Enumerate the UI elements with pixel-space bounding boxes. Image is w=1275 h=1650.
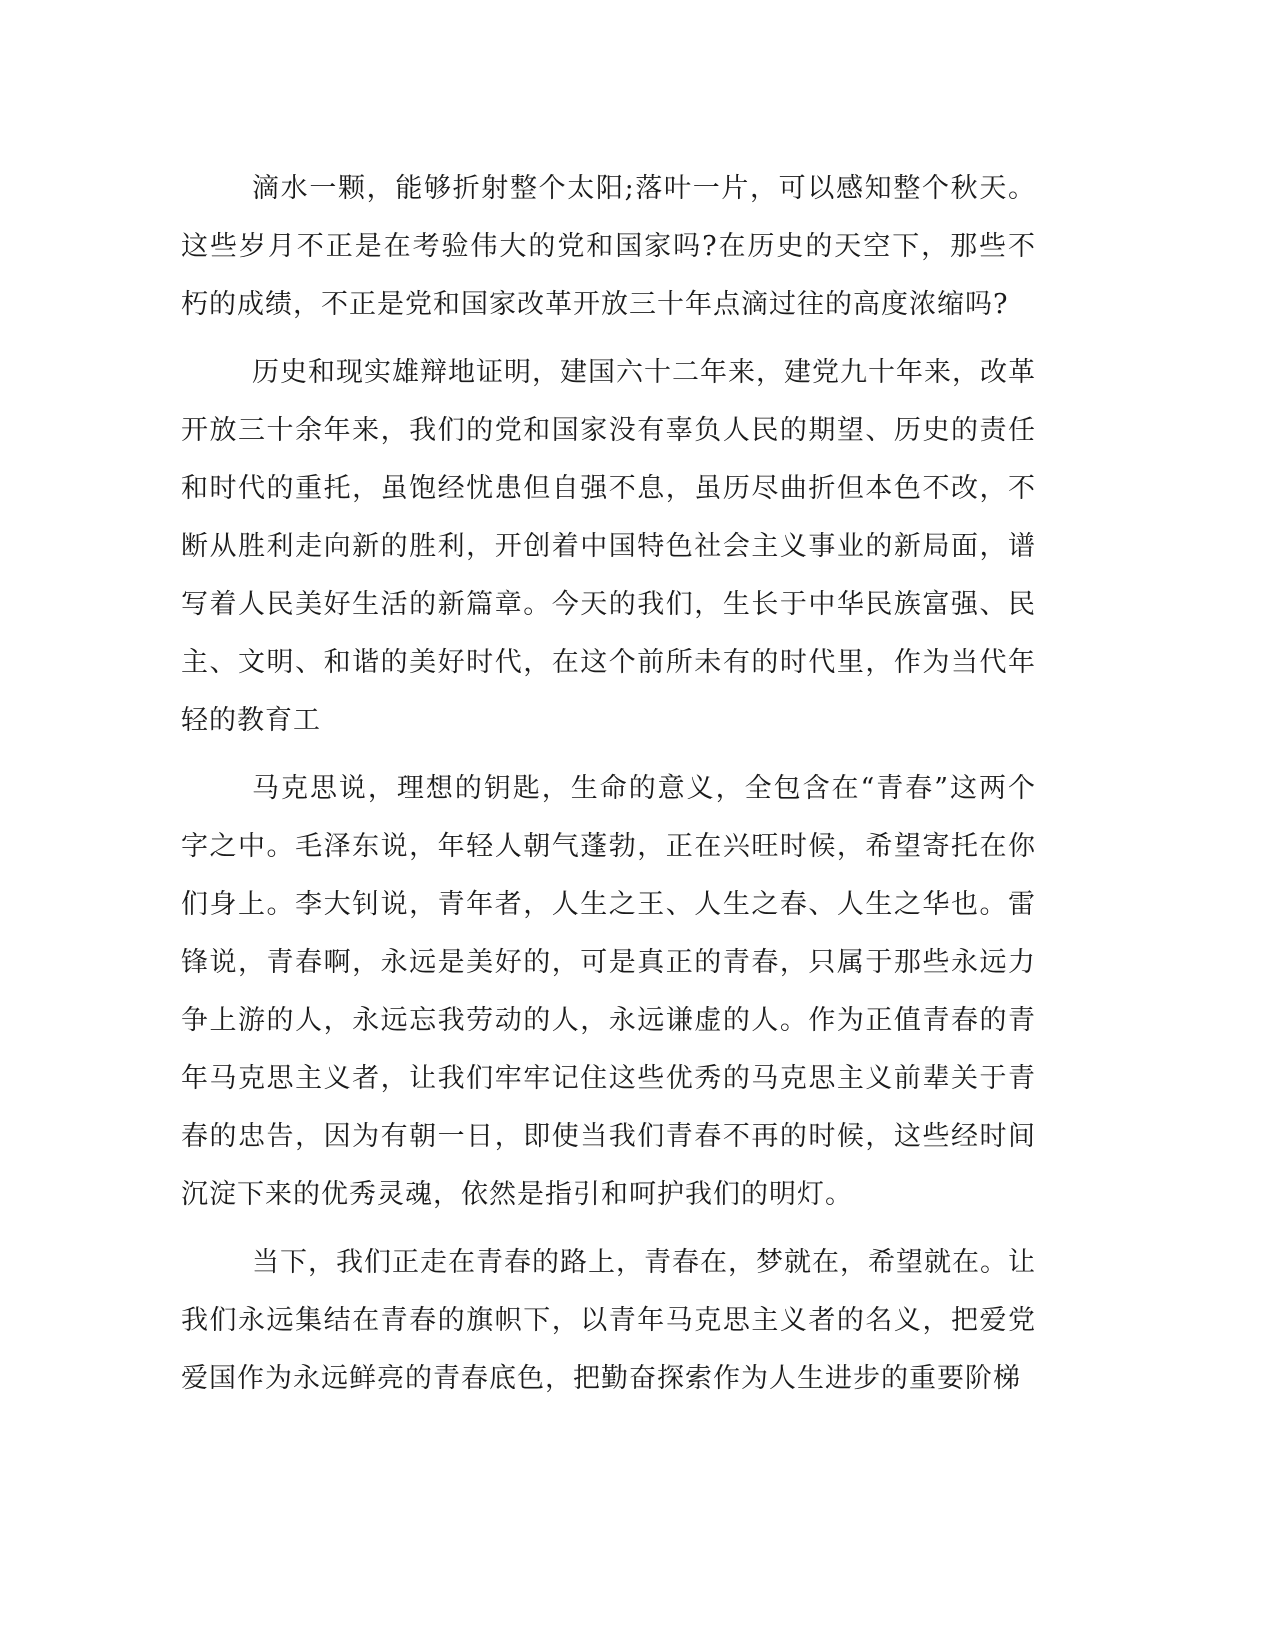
paragraph-2: 历史和现实雄辩地证明，建国六十二年来，建党九十年来，改革开放三十余年来，我们的党和国家没有辜负人民的期望、历史的责任和时代的重托，虽饱经忧患但自强不息，虽历尽曲折但本色不改，不断从胜利走向新的胜利，开创着中国特色社会主义事业的新局面，谱写着人民美好生活的新篇章。今天的我们，生长于中华民族富强、民主、文明、和谐的美好时代，在这个前所未有的时代里，作为当代年轻的教育工 [181, 357, 1036, 736]
paragraph-4: 当下，我们正走在青春的路上，青春在，梦就在，希望就在。让我们永远集结在青春的旗帜下，以青年马克思主义者的名义，把爱党爱国作为永远鲜亮的青春底色，把勤奋探索作为人生进步的重要阶梯 [181, 1247, 1036, 1394]
paragraph-1: 滴水一颗，能够折射整个太阳;落叶一片，可以感知整个秋天。这些岁月不正是在考验伟大的党和国家吗?在历史的天空下，那些不朽的成绩，不正是党和国家改革开放三十年点滴过往的高度浓缩吗? [181, 173, 1036, 320]
paragraph-3: 马克思说，理想的钥匙，生命的意义，全包含在“青春”这两个字之中。毛泽东说，年轻人朝气蓬勃，正在兴旺时候，希望寄托在你们身上。李大钊说，青年者，人生之王、人生之春、人生之华也。雷锋说，青春啊，永远是美好的，可是真正的青春，只属于那些永远力争上游的人，永远忘我劳动的人，永远谦虚的人。作为正值青春的青年马克思主义者，让我们牢牢记住这些优秀的马克思主义前辈关于青春的忠告，因为有朝一日，即使当我们青春不再的时候，这些经时间沉淀下来的优秀灵魂，依然是指引和呵护我们的明灯。 [181, 773, 1036, 1210]
body-text [181, 160, 1036, 1418]
